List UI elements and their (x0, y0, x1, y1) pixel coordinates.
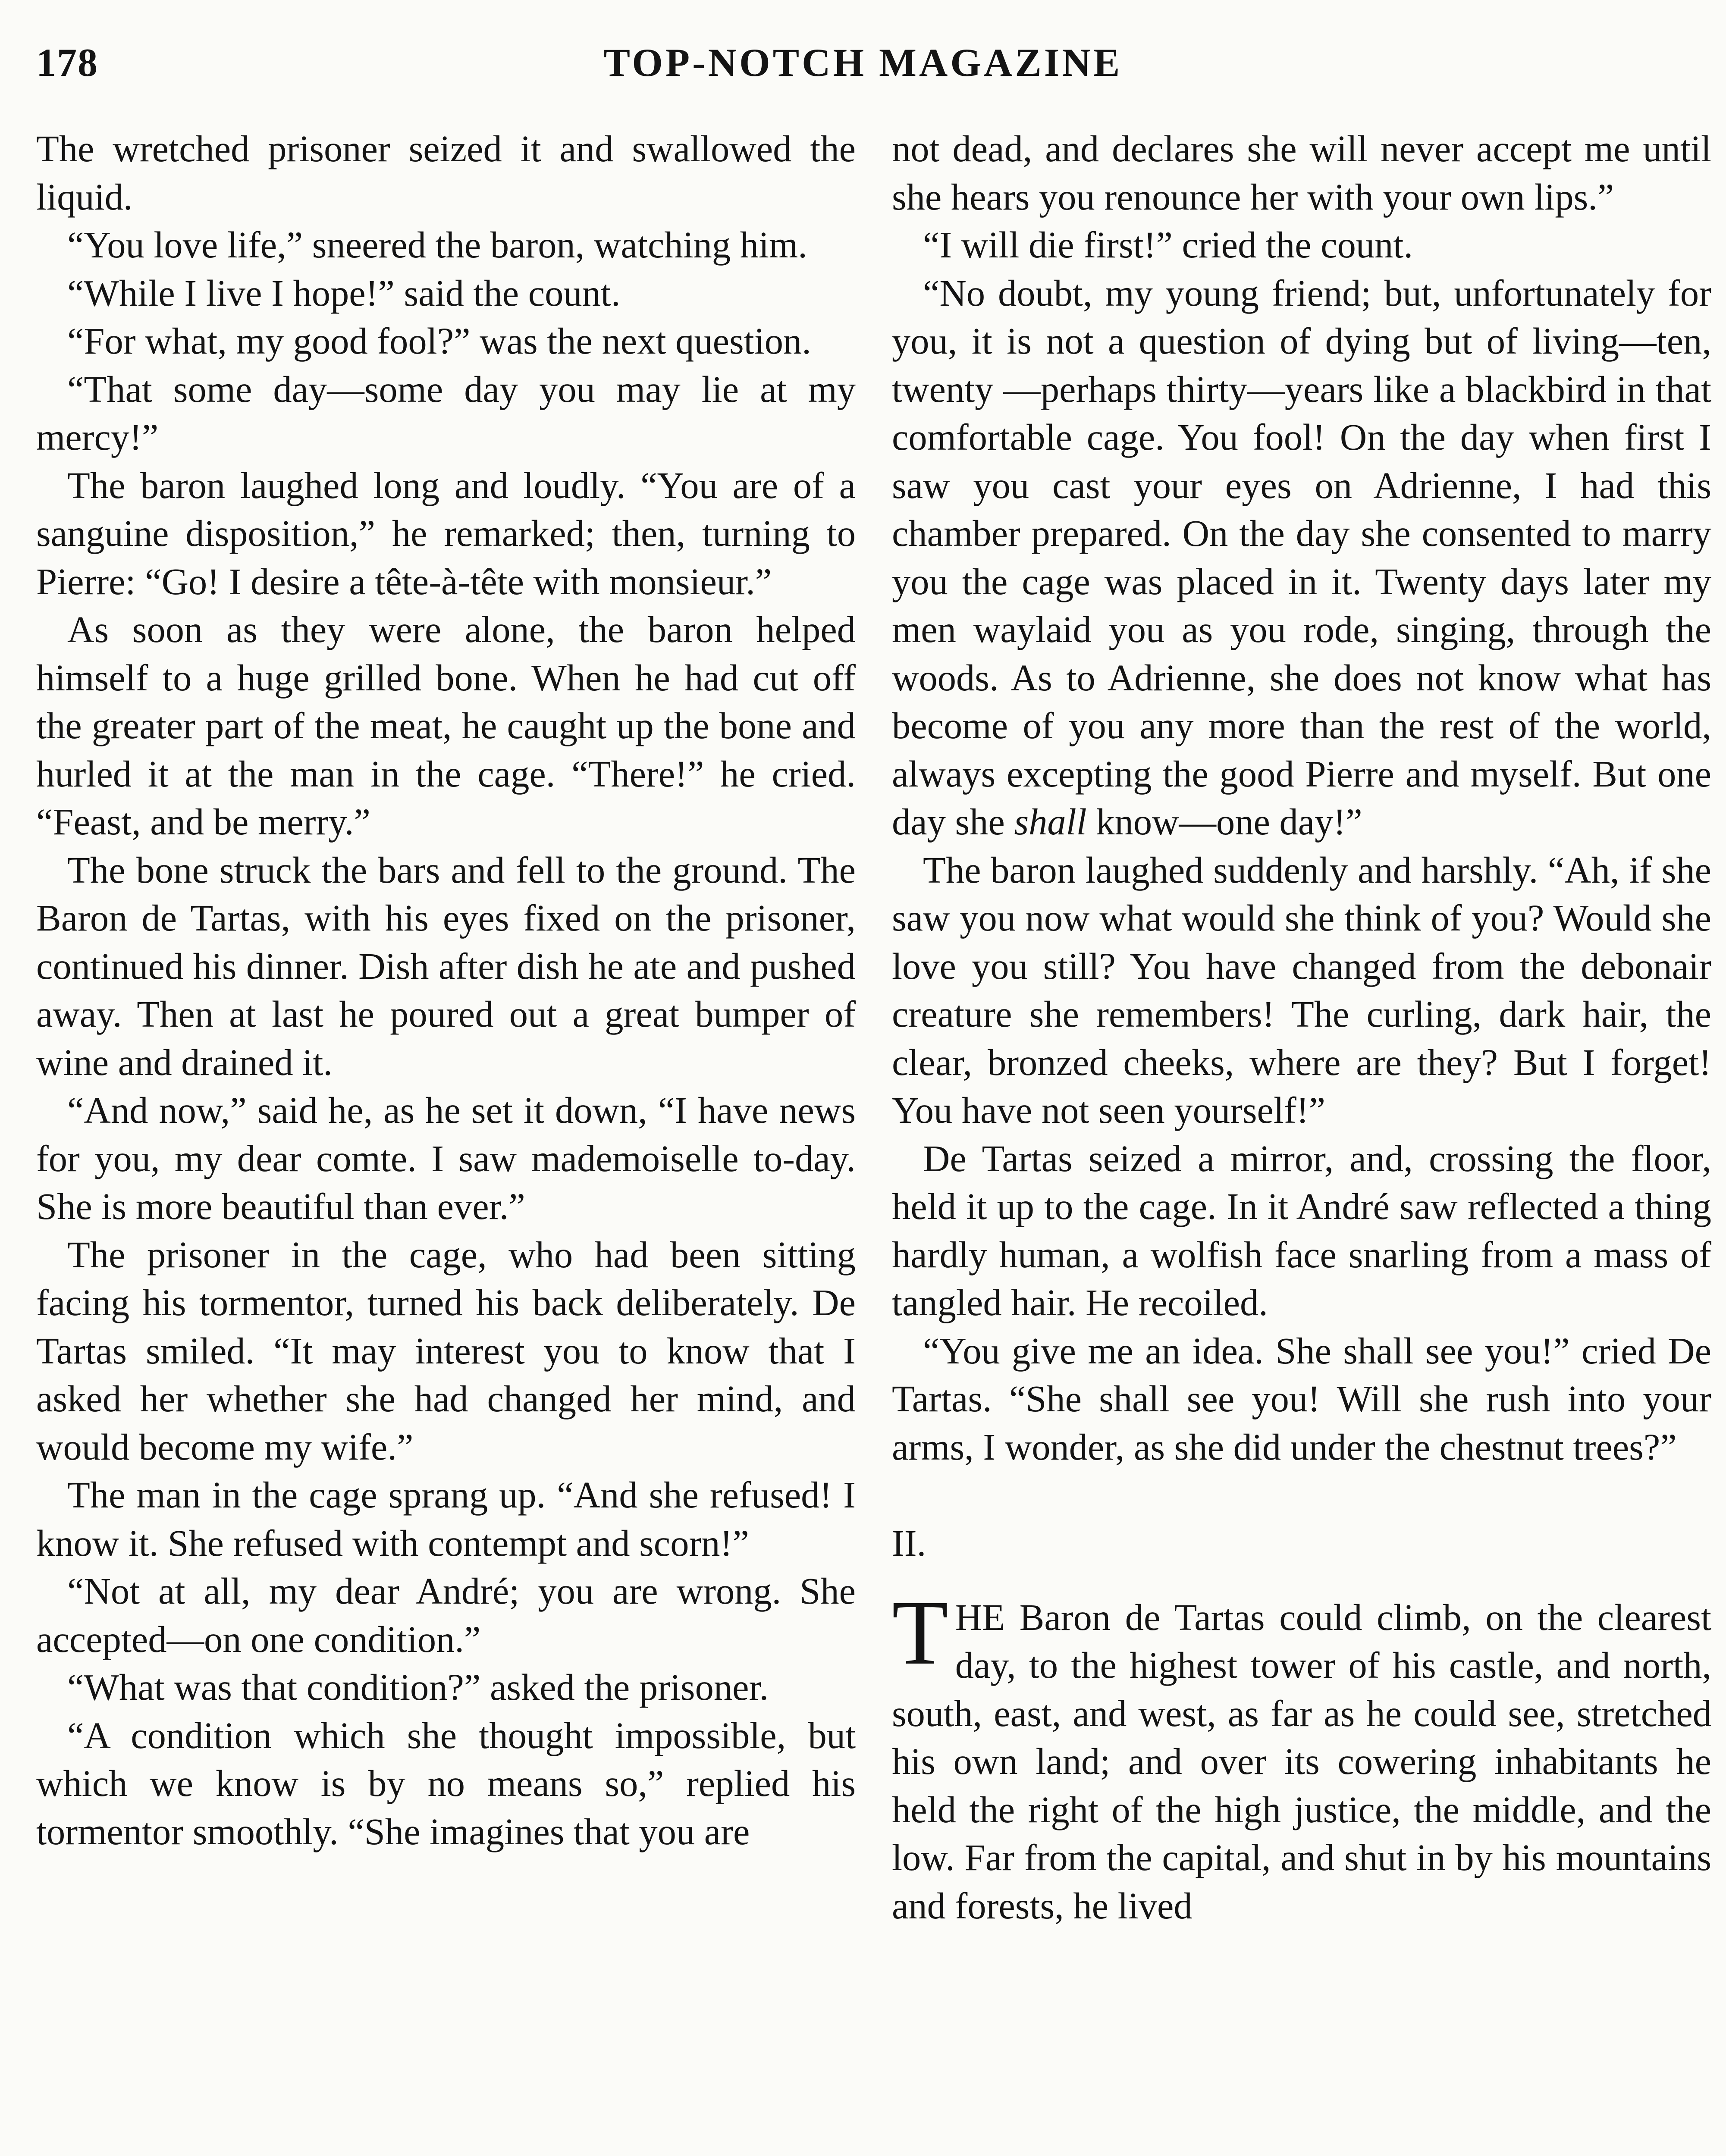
paragraph: “For what, my good fool?” was the next question. (67, 320, 811, 362)
right-column (892, 125, 1711, 2156)
paragraph: The wretched prisoner seized it and swallowed the liquid. (36, 128, 856, 218)
paragraph: De Tartas seized a mirror, and, crossing the floor, held it up to the cage. In it André saw reflected a thing hardly human, a wolfish face snarling from a mass of tangled hair. He recoiled. (892, 1138, 1711, 1323)
paragraph: The bone struck the bars and fell to the ground. The Baron de Tartas, with his eyes fixed on the prisoner, continued his dinner. Dish after dish he ate and pushed away. Then at last he poured out a great bumper of wine and drained it. (36, 849, 856, 1083)
page-number: 178 (36, 41, 98, 85)
paragraph: The baron laughed long and loudly. “You are of a sanguine disposition,” he remarked; then, turning to Pierre: “Go! I desire a tête-à-tête with monsieur.” (36, 464, 856, 602)
paragraph: “And now,” said he, as he set it down, “I have news for you, my dear comte. I saw mademoiselle to-day. She is more beautiful than ever.” (36, 1090, 856, 1227)
page-header (36, 40, 1690, 100)
paragraph: “I will die first!” cried the count. (923, 224, 1413, 266)
left-column (36, 125, 856, 2156)
paragraph-text: “No doubt, my young friend; but, unfortunately for you, it is not a question of dying but of living—ten, twenty —perhaps thirty—years like a blackbird in that comfortable cage. You fool! On the day when first I saw you cast your eyes on Adrienne, I had this chamber prepared. On the day she consented to marry you the cage was placed in it. Twenty days later my men waylaid you as you rode, singing, through the woods. As to Adrienne, she does not know what has become of you any more than the rest of the world, always excepting the good Pierre and myself. But one day she (892, 272, 1711, 843)
paragraph: “Not at all, my dear André; you are wrong. She accepted—on one condition.” (36, 1570, 856, 1660)
continued-paragraph: not dead, and declares she will never accept me until she hears you renounce her with your own lips.” (892, 128, 1711, 218)
paragraph-with-emphasis (892, 270, 1711, 846)
paragraph: The baron laughed suddenly and harshly. “Ah, if she saw you now what would she think of you? Would she love you still? You have changed from the debonair creature she remembers! The curling, dark hair, the clear, bronzed cheeks, where are they? But I forget! You have not seen yourself!” (892, 849, 1711, 1131)
running-title: TOP-NOTCH MAGAZINE (603, 41, 1123, 85)
section-opening-paragraph (892, 1581, 1711, 1930)
section-number: II. (892, 1523, 926, 1564)
paragraph: The prisoner in the cage, who had been sitting facing his tormentor, turned his back deliberately. De Tartas smiled. “It may interest you to know that I asked her whether she had changed her mind, and would become my wife.” (36, 1234, 856, 1468)
paragraph: “That some day—some day you may lie at my mercy!” (36, 368, 856, 458)
paragraph: “While I live I hope!” said the count. (67, 272, 621, 314)
paragraph-text-tail: know—one day!” (1086, 801, 1362, 843)
paragraph: “What was that condition?” asked the prisoner. (67, 1667, 769, 1708)
drop-cap: T (892, 1581, 948, 1684)
paragraph: “You love life,” sneered the baron, watching him. (67, 224, 807, 266)
section-opening-text: HE Baron de Tartas could climb, on the clearest day, to the highest tower of his castle, and north, south, east, and west, as far as he could see, stretched his own land; and over its cowering inhabitants he held the right of the high justice, the middle, and the low. Far from the capital, and shut in by his mountains and forests, he lived (892, 1596, 1711, 1927)
paragraph: The man in the cage sprang up. “And she refused! I know it. She refused with contempt and scorn!” (36, 1474, 856, 1564)
paragraph: As soon as they were alone, the baron helped himself to a huge grilled bone. When he had cut off the greater part of the meat, he caught up the bone and hurled it at the man in the cage. “There!” he cried. “Feast, and be merry.” (36, 609, 856, 843)
paragraph: “You give me an idea. She shall see you!” cried De Tartas. “She shall see you! Will she rush into your arms, I wonder, as she did under the chestnut trees?” (892, 1330, 1711, 1468)
italic-word: shall (1014, 801, 1087, 843)
paragraph: “A condition which she thought impossible, but which we know is by no means so,” replied his tormentor smoothly. “She imagines that you are (36, 1714, 856, 1852)
